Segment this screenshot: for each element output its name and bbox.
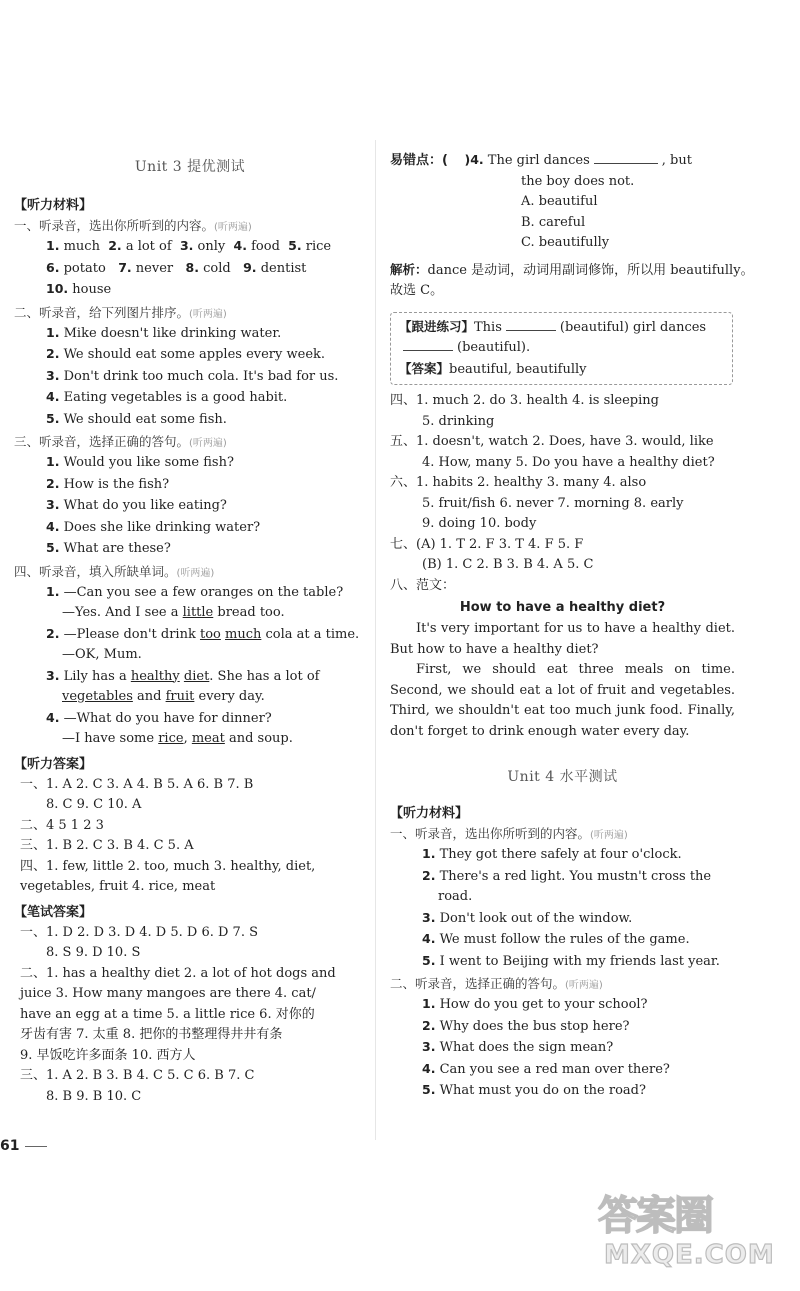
section-4-title: 四、听录音，填入所缺单词。(听两遍) bbox=[14, 563, 215, 579]
essay-title: How to have a healthy diet? bbox=[459, 600, 666, 615]
list-item: 3. What does the sign mean? bbox=[422, 1039, 614, 1055]
la-1b: 8. C 9. C 10. A bbox=[46, 797, 142, 812]
option-a: A. beautiful bbox=[521, 194, 598, 209]
follow-up-exercise-box: 【跟进练习】This (beautiful) girl dances (beautiful). 【答案】beautiful, beautifully bbox=[390, 312, 733, 386]
la-4b: vegetables, fruit 4. rice, meat bbox=[20, 879, 216, 894]
list-item: 3. Don't look out of the window. bbox=[422, 909, 633, 926]
dialog-2b: —OK, Mum. bbox=[62, 647, 142, 662]
list-item: road. bbox=[438, 889, 473, 904]
analysis: 解析：dance 是动词，动词用副词修饰，所以用 beautifully。 bbox=[390, 261, 754, 278]
la-2: 二、4 5 1 2 3 bbox=[20, 817, 104, 833]
analysis-2: 故选 C。 bbox=[390, 283, 444, 298]
essay-paragraph-1: It's very important for us to have a healthy diet. But how to have a healthy diet? bbox=[390, 621, 735, 657]
wa-1a: 一、1. D 2. D 3. D 4. D 5. D 6. D 7. S bbox=[20, 924, 258, 940]
r6b: 5. fruit/fish 6. never 7. morning 8. early bbox=[422, 495, 684, 511]
unit4-listening-header: 【听力材料】 bbox=[390, 806, 469, 821]
dialog-1b: —Yes. And I see a little bread too. bbox=[62, 605, 285, 620]
wa-2a: 二、1. has a healthy diet 2. a lot of hot dogs and bbox=[20, 965, 336, 981]
section-1-title: 一、听录音，选出你所听到的内容。(听两遍) bbox=[14, 218, 252, 233]
wa-3b: 8. B 9. B 10. C bbox=[46, 1088, 142, 1104]
dialog-1a: 1. —Can you see a few oranges on the table? bbox=[46, 583, 344, 600]
la-1a: 一、1. A 2. C 3. A 4. B 5. A 6. B 7. B bbox=[20, 776, 254, 792]
list-item: 5. What must you do on the road? bbox=[422, 1082, 646, 1098]
dialog-2a: 2. —Please don't drink too much cola at a time. bbox=[46, 625, 360, 642]
wa-2d: 牙齿有害 7. 太重 8. 把你的书整理得井井有条 bbox=[20, 1027, 283, 1042]
list-item: 1. How do you get to your school? bbox=[422, 996, 648, 1012]
watermark-logo: 答案圈 MXQE.COM bbox=[598, 1193, 775, 1270]
option-b: B. careful bbox=[521, 214, 586, 230]
page-number: 61 bbox=[0, 1138, 47, 1154]
error-prone-question: 易错点：( )4. The girl dances , but the boy does not. A. beautiful B. careful C. beautifully bbox=[390, 150, 735, 254]
list-item: 3. What do you like eating? bbox=[46, 497, 227, 513]
list-item: 2. Why does the bus stop here? bbox=[422, 1017, 630, 1034]
list-item: 5. What are these? bbox=[46, 540, 171, 556]
written-answer-header: 【笔试答案】 bbox=[14, 904, 93, 920]
listening-answer-header: 【听力答案】 bbox=[14, 756, 93, 772]
list-item: 4. Eating vegetables is a good habit. bbox=[46, 389, 288, 405]
r4a: 四、1. much 2. do 3. health 4. is sleeping bbox=[390, 393, 659, 408]
right-column bbox=[390, 150, 754, 1102]
dialog-4a: 4. —What do you have for dinner? bbox=[46, 709, 272, 726]
r7a: 七、(A) 1. T 2. F 3. T 4. F 5. F bbox=[390, 536, 584, 552]
r8: 八、范文： bbox=[390, 577, 456, 593]
s1-line-1: 1. much 2. a lot of 3. only 4. food 5. rice bbox=[46, 238, 332, 254]
la-3: 三、1. B 2. C 3. B 4. C 5. A bbox=[20, 838, 194, 853]
s1-line-3: 10. house bbox=[46, 281, 112, 297]
wa-3a: 三、1. A 2. B 3. B 4. C 5. C 6. B 7. C bbox=[20, 1068, 255, 1083]
section-3-title: 三、听录音，选择正确的答句。(听两遍) bbox=[14, 434, 227, 449]
error-prone-tag: 易错点：( bbox=[390, 153, 448, 168]
r7b: (B) 1. C 2. B 3. B 4. A 5. C bbox=[422, 557, 594, 572]
s1-line-2: 6. potato 7. never 8. cold 9. dentist bbox=[46, 259, 307, 276]
r5b: 4. How, many 5. Do you have a healthy diet? bbox=[422, 454, 715, 470]
list-item: 2. How is the fish? bbox=[46, 475, 170, 492]
column-divider bbox=[375, 140, 376, 1140]
list-item: 3. Don't drink too much cola. It's bad for us. bbox=[46, 367, 339, 384]
list-item: 2. There's a red light. You mustn't cross the bbox=[422, 867, 712, 884]
option-c: C. beautifully bbox=[521, 235, 610, 250]
wa-2c: have an egg at a time 5. a little rice 6. 对你的 bbox=[20, 1006, 315, 1022]
sentence-3b: vegetables and fruit every day. bbox=[62, 689, 265, 704]
wa-2b: juice 3. How many mangoes are there 4. cat/ bbox=[20, 986, 316, 1001]
la-4a: 四、1. few, little 2. too, much 3. healthy, diet, bbox=[20, 858, 316, 874]
r4b: 5. drinking bbox=[422, 413, 495, 429]
listening-material-header: 【听力材料】 bbox=[14, 198, 93, 213]
unit4-section-1-title: 一、听录音，选出你所听到的内容。(听两遍) bbox=[390, 826, 628, 841]
list-item: 5. We should eat some fish. bbox=[46, 410, 227, 427]
answer-blank bbox=[506, 320, 556, 331]
list-item: 4. We must follow the rules of the game. bbox=[422, 931, 690, 947]
list-item: 1. They got there safely at four o'clock. bbox=[422, 846, 682, 862]
unit4-section-2-title: 二、听录音，选择正确的答句。(听两遍) bbox=[390, 976, 603, 991]
sentence-3a: 3. Lily has a healthy diet. She has a lot of bbox=[46, 667, 320, 684]
wa-2e: 9. 早饭吃许多面条 10. 西方人 bbox=[20, 1047, 196, 1063]
answer-blank bbox=[403, 340, 453, 351]
r5a: 五、1. doesn't, watch 2. Does, have 3. would, like bbox=[390, 434, 714, 449]
r6c: 9. doing 10. body bbox=[422, 516, 537, 531]
essay-paragraph-2: First, we should eat three meals on time. Second, we should eat a lot of fruit and vegetables. Third, we shouldn't eat too much junk food. Finally, don't forget to drink enough water every day. bbox=[390, 662, 735, 739]
list-item: 1. Would you like some fish? bbox=[46, 454, 234, 470]
list-item: 4. Does she like drinking water? bbox=[46, 518, 261, 535]
section-2-title: 二、听录音，给下列图片排序。(听两遍) bbox=[14, 304, 227, 320]
wa-1b: 8. S 9. D 10. S bbox=[46, 945, 141, 960]
list-item: 4. Can you see a red man over there? bbox=[422, 1060, 670, 1077]
dialog-4b: —I have some rice, meat and soup. bbox=[62, 731, 293, 746]
question-line-2: the boy does not. bbox=[521, 173, 635, 189]
left-column bbox=[14, 150, 366, 1107]
r6a: 六、1. habits 2. healthy 3. many 4. also bbox=[390, 475, 647, 490]
unit4-title: Unit 4 水平测试 bbox=[507, 769, 618, 785]
list-item: 2. We should eat some apples every week. bbox=[46, 346, 326, 362]
list-item: 1. Mike doesn't like drinking water. bbox=[46, 324, 282, 341]
list-item: 5. I went to Beijing with my friends last year. bbox=[422, 952, 720, 969]
unit3-title: Unit 3 提优测试 bbox=[134, 159, 246, 175]
answer-blank bbox=[594, 153, 658, 164]
